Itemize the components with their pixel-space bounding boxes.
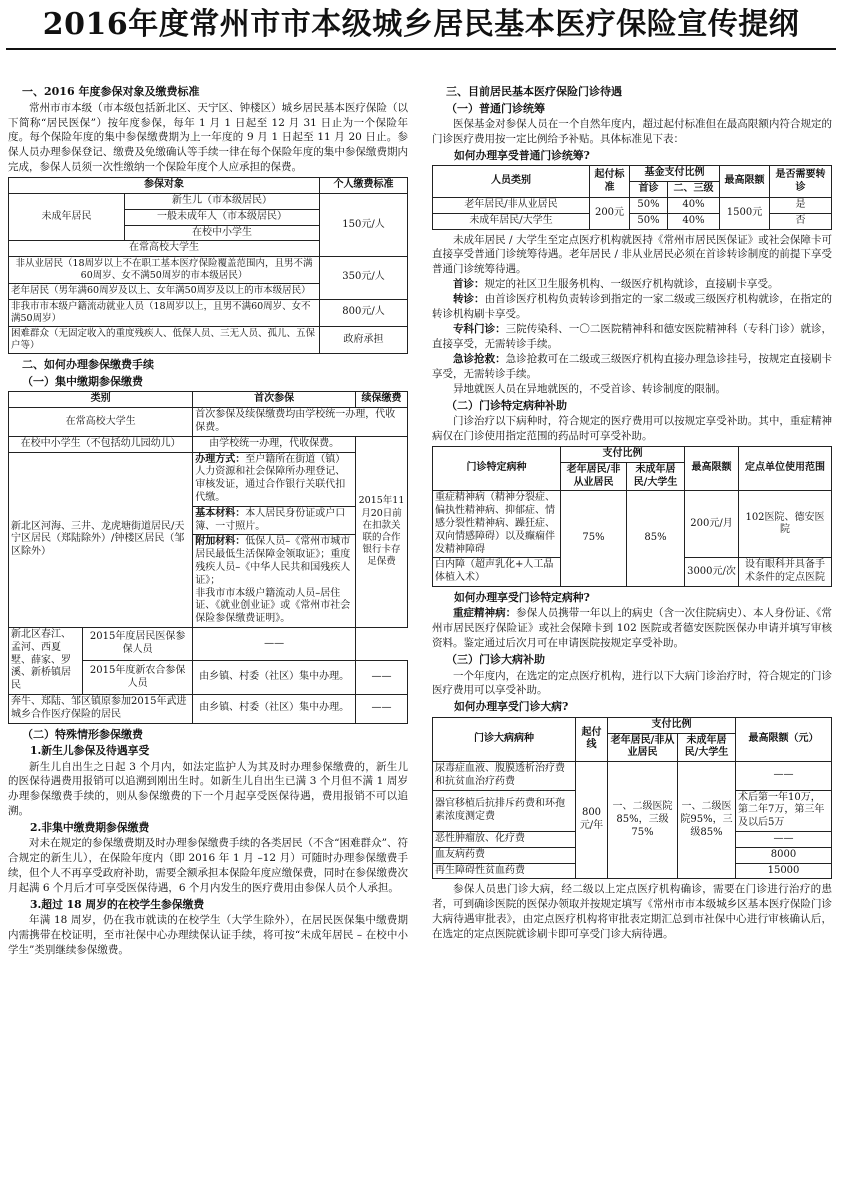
cell-needy: 困难群众（无固定收入的重度残疾人、低保人员、三无人员、孤儿、五保户等） bbox=[9, 326, 320, 353]
cell-method bbox=[193, 452, 356, 506]
cell-b-first: 50% bbox=[630, 213, 668, 229]
th-renew: 续保缴费 bbox=[356, 392, 408, 408]
cell-eye-hospitals: 设有眼科并具备手术条件的定点医院 bbox=[739, 558, 832, 587]
text-mental: 参保人员携带一年以上的病史（含一次住院病史）、本人身份证、《常州市居民医疗保险证》或社会保障卡到 102 医院或者德安医院医保办申请并填写审核资料。鉴定通过后次月可在申请医院按规定享受补助。 bbox=[432, 607, 832, 650]
cell-wujin: 奔牛、郑陆、邹区镇原参加2015年武进城乡合作医疗保险的居民 bbox=[9, 694, 193, 723]
cell-minor-general: 一般未成年人（市本级居民） bbox=[125, 209, 320, 225]
label-mental: 重症精神病： bbox=[453, 607, 517, 620]
cell-cap-3000: 3000元/次 bbox=[685, 558, 739, 587]
cell-prev-resident-method: —— bbox=[193, 627, 356, 660]
remote-rule: 异地就医人员在异地就医的，不受首诊、转诊制度的限制。 bbox=[453, 382, 726, 395]
th-person-type: 人员类别 bbox=[433, 166, 590, 198]
cell-referral-yes: 是 bbox=[770, 197, 832, 213]
text-first-visit: 规定的社区卫生服务机构、一级医疗机构就诊，直接刷卡享受。 bbox=[484, 278, 779, 291]
th-first-visit: 首诊 bbox=[630, 182, 668, 198]
cell-fee-govt: 政府承担 bbox=[320, 326, 408, 353]
general-outpatient-table bbox=[432, 165, 832, 229]
cell-prev-resident: 2015年度居民医保参保人员 bbox=[83, 627, 193, 660]
th-major-ratio: 支付比例 bbox=[608, 717, 736, 733]
over18-heading: 3.超过 18 周岁的在校学生参保缴费 bbox=[30, 898, 205, 912]
th-first: 首次参保 bbox=[193, 392, 356, 408]
major-disease-paragraph: 一个年度内，在选定的定点医疗机构，进行以下大病门诊治疗时，符合规定的门诊医疗费用可以享受补助。 bbox=[432, 669, 832, 697]
cell-start-200: 200元 bbox=[590, 197, 630, 229]
th-major-minor: 未成年居民/大学生 bbox=[678, 733, 736, 762]
th-elderly: 老年居民/非从业居民 bbox=[561, 462, 627, 491]
th-start: 起付标准 bbox=[590, 166, 630, 198]
th-fee: 个人缴费标准 bbox=[320, 178, 408, 194]
left-column bbox=[8, 82, 408, 1194]
enrollment-procedure-table bbox=[8, 391, 408, 723]
general-outpatient-paragraph: 医保基金对参保人员在一个自然年度内，超过起付标准但在最高限额内符合规定的门诊医疗费用按一定比例给予补贴。具体标准见下表： bbox=[432, 118, 832, 146]
first-visit-rule bbox=[432, 277, 832, 292]
off-period-paragraph: 对未在规定的参保缴费期及时办理参保缴费手续的各类居民（不含“困难群众”、符合规定的新生儿），在保险年度内（即 2016 年 1 月 –12 月）可随时办理参保缴费手续，但个人不再享受政府补助，需要全额承担本保险年度应缴保费，同时在参保缴费次月起满 6 个月后才可享受医保待遇，6 个月内发生的医疗费用由参保人员个人承担。 bbox=[8, 837, 408, 895]
label-first-visit: 首诊： bbox=[453, 278, 485, 291]
cell-school-2: 在校中小学生（不包括幼儿园幼儿） bbox=[9, 436, 193, 452]
text-extra: 低保人员–《常州市城市居民最低生活保障金领取证》；重度残疾人员–《中华人民共和国残疾人证》； bbox=[195, 536, 351, 586]
section-1-paragraph: 常州市市本级（市本级包括新北区、天宁区、钟楼区）城乡居民基本医疗保险（以下简称“居民医保”）按年度参保，每年 1 月 1 日起至 12 月 31 日止为一个保险年度。每个保险年度的集中参保缴费期为上一年度的 9 月 1 日起至 11 月 20 日止。参保人员办理参保登记、缴费及免缴确认等手续一律在每个保险年度的集中参保缴费期内完成，参保人员须一次性缴纳一个保险年度个人应承担的保费。 bbox=[8, 101, 408, 174]
general-outpatient-rules: 未成年居民 / 大学生至定点医疗机构就医持《常州市居民医保证》或社会保障卡可直接享受普通门诊统筹待遇。老年居民 / 非从业居民必须在首诊转诊制度的前提下享受普通门诊统筹待遇。 bbox=[432, 233, 832, 276]
th-minor: 未成年居民/大学生 bbox=[627, 462, 685, 491]
cell-ratio-elderly: 一、二级医院85%，三级75% bbox=[608, 762, 678, 879]
mental-procedure bbox=[432, 606, 832, 651]
cell-uremia: 尿毒症血液、腹膜透析治疗费和抗贫血治疗药费 bbox=[433, 762, 576, 791]
cell-non-employed: 非从业居民（18周岁以上不在职工基本医疗保险覆盖范围内，且男不满60周岁、女不满50周岁的市本级居民） bbox=[9, 257, 320, 284]
cell-districts: 新北区河海、三井、龙虎塘街道居民/天宁区居民（郑陆除外）/钟楼区居民（邹区除外） bbox=[9, 452, 193, 627]
cell-migrant: 非我市市本级户籍流动就业人员（18周岁以上，且男不满60周岁、女不满50周岁） bbox=[9, 299, 320, 326]
th-major-disease: 门诊大病病种 bbox=[433, 717, 576, 761]
special-disease-question: 如何办理享受门诊特定病种? bbox=[454, 590, 590, 604]
label-emergency: 急诊抢救： bbox=[453, 352, 506, 365]
section-3-heading: 三、目前居民基本医疗保险门诊待遇 bbox=[446, 85, 622, 98]
cell-fee-150: 150元/人 bbox=[320, 193, 408, 256]
cell-aplastic: 再生障碍性贫血药费 bbox=[433, 863, 576, 879]
title-divider bbox=[6, 48, 836, 50]
cell-renew-deadline: 2015年11月20日前在扣款关联的合作银行卡存足保费 bbox=[356, 436, 408, 627]
label-method: 办理方式： bbox=[195, 453, 246, 465]
text-method: 至户籍所在街道（镇）人力资源和社会保障所办理登记、审核发证，通过合作银行关联代扣代缴。 bbox=[195, 453, 346, 504]
th-insured: 参保对象 bbox=[9, 178, 320, 194]
cell-mental-hospitals: 102医院、德安医院 bbox=[739, 491, 832, 558]
th-cap: 最高限额 bbox=[720, 166, 770, 198]
cell-cap-hemophilia: 8000 bbox=[736, 847, 832, 863]
special-heading: （二）特殊情形参保缴费 bbox=[22, 727, 143, 741]
cell-transplant: 器官移植后抗排斥药费和环孢素浓度测定费 bbox=[433, 790, 576, 831]
text-materials: 本人居民身份证或户口簿、一寸照片。 bbox=[195, 507, 346, 532]
cell-college: 在常高校大学生 bbox=[9, 241, 320, 257]
text-referral: 由首诊医疗机构负责转诊到指定的一家二级或三级医疗机构就诊，在指定的转诊机构刷卡享受。 bbox=[432, 293, 832, 321]
th-disease: 门诊特定病种 bbox=[433, 446, 561, 490]
major-disease-table bbox=[432, 717, 832, 880]
th-major-cap: 最高限额（元） bbox=[736, 717, 832, 761]
fee-standard-table bbox=[8, 177, 408, 354]
section-2-heading: 二、如何办理参保缴费手续 bbox=[22, 358, 154, 372]
cell-towns: 新北区春江、孟河、西夏墅、薛家、罗溪、新桥镇居民 bbox=[9, 627, 83, 694]
label-specialty: 专科门诊： bbox=[453, 322, 506, 335]
cell-ratio-minor: 一、二级医院95%，三级85% bbox=[678, 762, 736, 879]
text-extra-2: 非我市市本级户籍流动人员–居住证、《就业创业证》或《常州市社会保险参保缴费证明》。 bbox=[195, 587, 351, 625]
general-outpatient-question: 如何办理享受普通门诊统筹? bbox=[454, 149, 590, 163]
th-designated: 定点单位使用范围 bbox=[739, 446, 832, 490]
label-extra: 附加材料： bbox=[195, 536, 246, 548]
label-materials: 基本材料： bbox=[195, 507, 246, 519]
cell-referral-no: 否 bbox=[770, 213, 832, 229]
major-disease-heading: （三）门诊大病补助 bbox=[446, 652, 545, 666]
cell-fee-350: 350元/人 bbox=[320, 257, 408, 299]
newborn-paragraph: 新生儿自出生之日起 3 个月内，如法定监护人为其及时办理参保缴费的，新生儿的医保待遇费用报销可以追溯到刚出生时。如新生儿自出生已满 3 个月但不满 1 周岁办理参保缴费手续的，则从参保缴费的下一个月起享受医保待遇，费用报销不可以追溯。 bbox=[8, 760, 408, 818]
cell-hemophilia: 血友病药费 bbox=[433, 847, 576, 863]
cell-cap-1500: 1500元 bbox=[720, 197, 770, 229]
th-threshold: 起付线 bbox=[576, 717, 608, 761]
general-outpatient-heading: （一）普通门诊统筹 bbox=[446, 101, 545, 115]
emergency-rule bbox=[432, 352, 832, 382]
cell-wujin-method: 由乡镇、村委（社区）集中办理。 bbox=[193, 694, 356, 723]
specialty-rule bbox=[432, 322, 832, 352]
cell-cap-aplastic: 15000 bbox=[736, 863, 832, 879]
cell-college-method: 首次参保及续保缴费均由学校统一办理，代收保费。 bbox=[193, 408, 408, 437]
cell-ratio-85: 85% bbox=[627, 491, 685, 587]
cell-cap-transplant: 术后第一年10万，第二年7万，第三年及以后5万 bbox=[736, 790, 832, 831]
cell-cap-uremia: —— bbox=[736, 762, 832, 791]
newborn-heading: 1.新生儿参保及待遇享受 bbox=[30, 744, 150, 758]
th-pay-ratio: 支付比例 bbox=[561, 446, 685, 462]
section-1-heading: 一、2016 年度参保对象及缴费标准 bbox=[22, 85, 200, 98]
cell-student: 在校中小学生 bbox=[125, 225, 320, 241]
cell-cancer: 恶性肿瘤放、化疗费 bbox=[433, 832, 576, 848]
over18-paragraph: 年满 18 周岁，仍在我市就读的在校学生（大学生除外），在居民医保集中缴费期内需携带在校证明，至市社保中心办理续保认证手续，将可按“未成年居民 – 在校中小学生”类别继续参保缴费。 bbox=[8, 914, 408, 957]
cell-ratio-75: 75% bbox=[561, 491, 627, 587]
cell-town-renew: —— bbox=[356, 661, 408, 695]
cell-college-2: 在常高校大学生 bbox=[9, 408, 193, 437]
right-column bbox=[432, 82, 832, 1194]
cell-b-level: 40% bbox=[668, 213, 720, 229]
cell-town-method: 由乡镇、村委（社区）集中办理。 bbox=[193, 661, 356, 695]
special-disease-heading: （二）门诊特定病种补助 bbox=[446, 398, 567, 412]
major-disease-procedure: 参保人员患门诊大病，经二级以上定点医疗机构确诊，需要在门诊进行治疗的患者，可到确诊医院的医保办领取并按规定填写《常州市市本级城乡区基本医疗保险门诊大病待遇审批表》，由定点医疗机构将审批表定期汇总到市社保中心进行审核确认后，在选定的定点医院就诊刷卡即可享受门诊大病待遇。 bbox=[432, 883, 832, 941]
cell-materials bbox=[193, 506, 356, 535]
th-category: 类别 bbox=[9, 392, 193, 408]
special-disease-paragraph: 门诊治疗以下病种时，符合规定的医疗费用可以按规定享受补助。其中，重症精神病仅在门诊使用指定范围的药品时可享受补助。 bbox=[432, 415, 832, 443]
cell-prev-ncms: 2015年度新农合参保人员 bbox=[83, 661, 193, 695]
cell-threshold-800: 800元/年 bbox=[576, 762, 608, 879]
cell-mental: 重症精神病（精神分裂症、偏执性精神病、抑郁症、情感分裂性精神病、躁狂症、双向情感障碍）以及癫痫伴发精神障碍 bbox=[433, 491, 561, 558]
cell-school-method: 由学校统一办理，代收保费。 bbox=[193, 436, 356, 452]
section-2-sub-heading: （一）集中缴期参保缴费 bbox=[22, 374, 143, 388]
off-period-heading: 2.非集中缴费期参保缴费 bbox=[30, 821, 150, 835]
special-disease-table bbox=[432, 446, 832, 587]
th-ratio: 基金支付比例 bbox=[630, 166, 720, 182]
cell-cap-200: 200元/月 bbox=[685, 491, 739, 558]
cell-minor: 未成年居民 bbox=[9, 193, 125, 240]
cell-extra bbox=[193, 535, 356, 628]
cell-elderly-type: 老年居民/非从业居民 bbox=[433, 197, 590, 213]
text-emergency: 急诊抢救可在二级或三级医疗机构直接办理急诊挂号，按规定直接刷卡享受，无需转诊手续。 bbox=[432, 352, 832, 380]
text-specialty: 三院传染科、一〇二医院精神科和德安医院精神科（专科门诊）就诊，直接享受，无需转诊手续。 bbox=[432, 322, 832, 350]
label-referral: 转诊： bbox=[453, 293, 485, 306]
cell-a-level: 40% bbox=[668, 197, 720, 213]
page-title: 2016年度常州市市本级城乡居民基本医疗保险宣传提纲 bbox=[42, 7, 800, 42]
th-max: 最高限额 bbox=[685, 446, 739, 490]
cell-cataract: 白内障（超声乳化+人工晶体植入术） bbox=[433, 558, 561, 587]
th-referral: 是否需要转诊 bbox=[770, 166, 832, 198]
cell-a-first: 50% bbox=[630, 197, 668, 213]
cell-cap-cancer: —— bbox=[736, 832, 832, 848]
cell-fee-800: 800元/人 bbox=[320, 299, 408, 326]
cell-newborn: 新生儿（市本级居民） bbox=[125, 193, 320, 209]
major-disease-question: 如何办理享受门诊大病? bbox=[454, 700, 569, 714]
th-major-elderly: 老年居民/非从业居民 bbox=[608, 733, 678, 762]
referral-rule bbox=[432, 292, 832, 322]
th-level23: 二、三级 bbox=[668, 182, 720, 198]
cell-elderly: 老年居民（男年满60周岁及以上、女年满50周岁及以上的市本级居民） bbox=[9, 284, 320, 299]
cell-minor-type: 未成年居民/大学生 bbox=[433, 213, 590, 229]
cell-wujin-renew: —— bbox=[356, 694, 408, 723]
